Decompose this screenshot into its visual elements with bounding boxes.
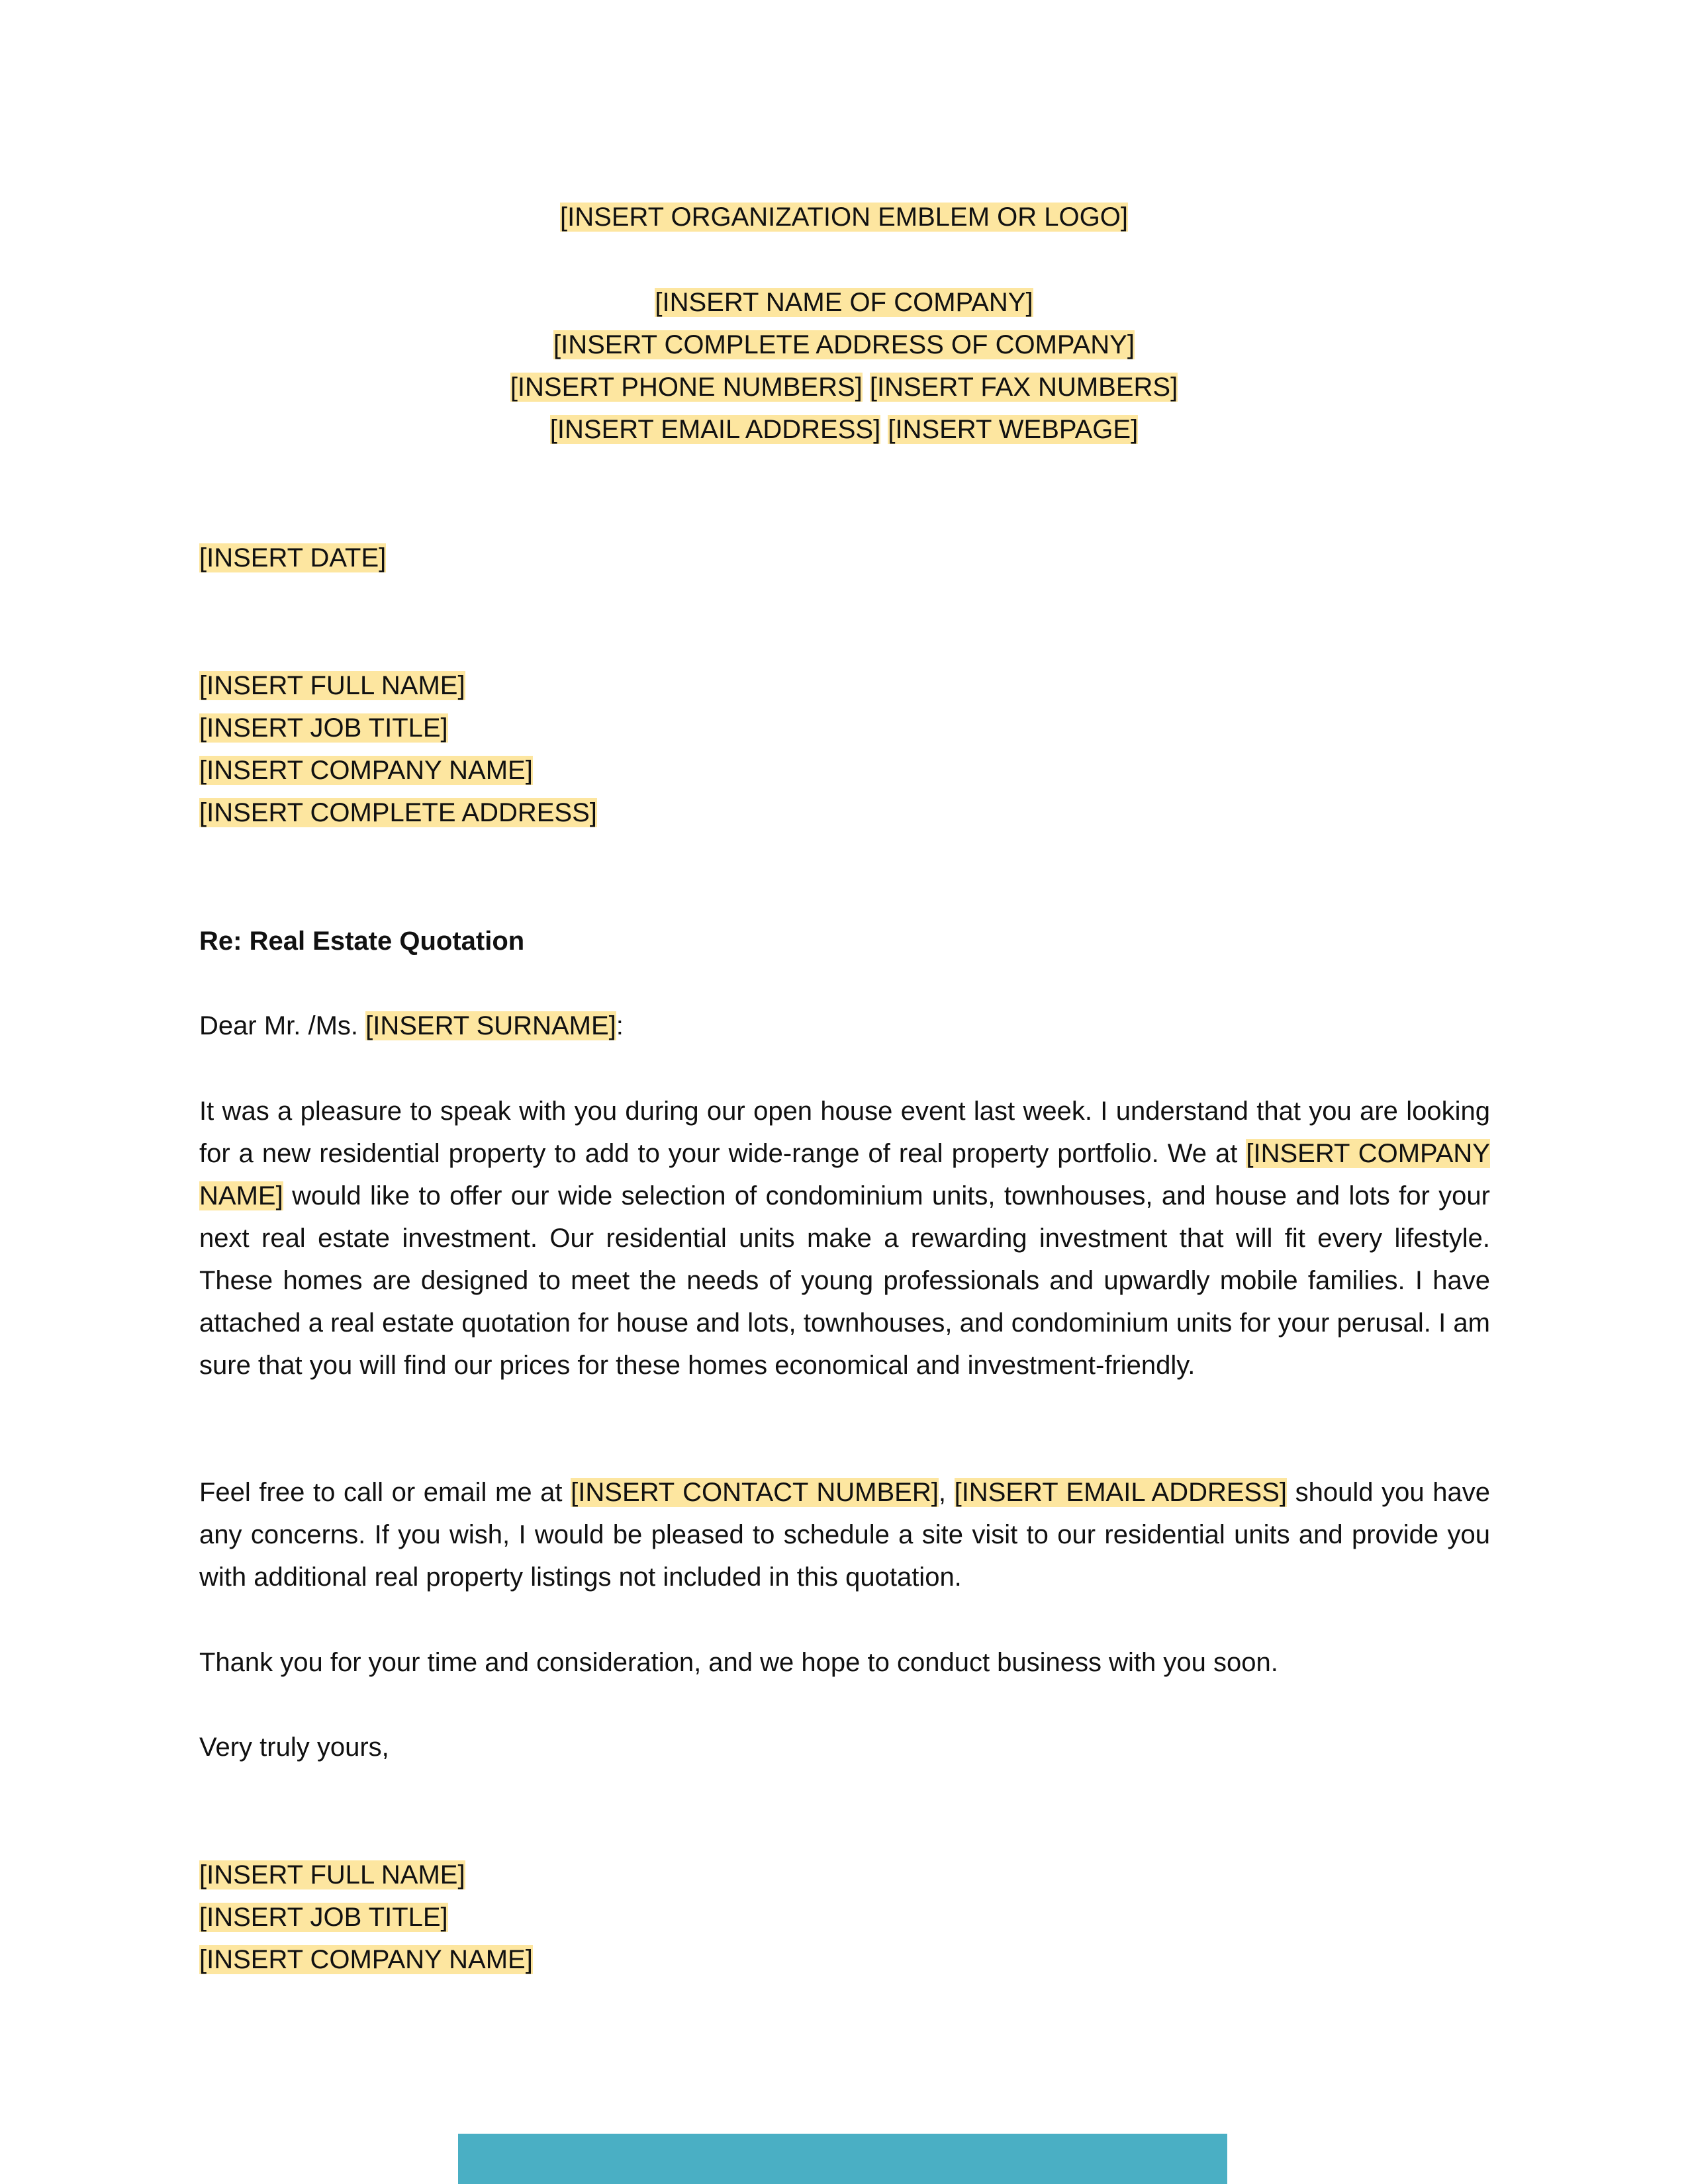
recipient-company-line: [199, 749, 1490, 792]
paragraph-2-text-after: should you have any concerns. If you wish, I would be pleased to schedule a site visit to our residential units and provide you with additional real property listings not included in this quotation.: [199, 1478, 1490, 1592]
recipient-address-line: [199, 792, 1490, 834]
contact-email-placeholder: [INSERT EMAIL ADDRESS]: [954, 1478, 1288, 1507]
recipient-full-name: [INSERT FULL NAME]: [199, 671, 465, 700]
signature-name-line: [199, 1854, 1490, 1896]
company-email-placeholder: [INSERT EMAIL ADDRESS]: [549, 415, 881, 444]
logo-placeholder-line: [0, 196, 1688, 238]
subject-line: Re: Real Estate Quotation: [199, 927, 525, 956]
signature-job-title: [INSERT JOB TITLE]: [199, 1903, 448, 1932]
body-paragraph-2: [199, 1471, 1490, 1598]
company-name-line: [0, 281, 1688, 324]
webpage-placeholder: [INSERT WEBPAGE]: [888, 415, 1139, 444]
company-name-placeholder: [INSERT NAME OF COMPANY]: [655, 288, 1033, 317]
date-line: [199, 537, 1490, 579]
company-address-placeholder: [INSERT COMPLETE ADDRESS OF COMPANY]: [553, 330, 1135, 359]
signature-full-name: [INSERT FULL NAME]: [199, 1860, 465, 1889]
recipient-job-title: [INSERT JOB TITLE]: [199, 713, 448, 743]
footer-bar: [458, 2134, 1227, 2184]
salutation: [199, 1005, 1490, 1047]
recipient-complete-address: [INSERT COMPLETE ADDRESS]: [199, 798, 597, 827]
recipient-company-name: [INSERT COMPANY NAME]: [199, 756, 533, 785]
company-address-line: [0, 324, 1688, 366]
body-paragraph-3: Thank you for your time and consideration, and we hope to conduct business with you soon.: [199, 1648, 1278, 1677]
signature-job-title-line: [199, 1896, 1490, 1938]
company-phone-fax-line: [0, 366, 1688, 408]
date-placeholder: [INSERT DATE]: [199, 543, 387, 572]
paragraph-1-company-placeholder: [INSERT COMPANY NAME]: [199, 1139, 1490, 1210]
surname-placeholder: [INSERT SURNAME]: [365, 1011, 616, 1040]
signature-company-name: [INSERT COMPANY NAME]: [199, 1945, 533, 1974]
recipient-job-title-line: [199, 707, 1490, 749]
recipient-name-line: [199, 664, 1490, 707]
paragraph-1-text-after: would like to offer our wide selection of condominium units, townhouses, and house and lots for your next real estate investment. Our residential units make a rewarding investment that will fit every lifestyle. These homes are designed to meet the needs of young professionals and upwardly mobile families. I have attached a real estate quotation for house and lots, townhouses, and condominium units for your perusal. I am sure that you will find our prices for these homes economical and investment-friendly.: [199, 1181, 1490, 1380]
paragraph-1-text-before: It was a pleasure to speak with you during our open house event last week. I understand that you are looking for a new residential property to add to your wide-range of real property portfolio. We at: [199, 1097, 1490, 1168]
salutation-prefix: Dear Mr. /Ms.: [199, 1011, 366, 1040]
phone-numbers-placeholder: [INSERT PHONE NUMBERS]: [510, 373, 863, 402]
closing: Very truly yours,: [199, 1733, 389, 1762]
paragraph-2-separator: ,: [938, 1478, 955, 1507]
contact-number-placeholder: [INSERT CONTACT NUMBER]: [571, 1478, 939, 1507]
logo-placeholder: [INSERT ORGANIZATION EMBLEM OR LOGO]: [560, 203, 1128, 232]
salutation-suffix: :: [616, 1011, 624, 1040]
fax-numbers-placeholder: [INSERT FAX NUMBERS]: [869, 373, 1178, 402]
signature-company-line: [199, 1938, 1490, 1981]
paragraph-2-text-before: Feel free to call or email me at: [199, 1478, 571, 1507]
company-email-web-line: [0, 408, 1688, 451]
body-paragraph-1: [199, 1090, 1490, 1387]
